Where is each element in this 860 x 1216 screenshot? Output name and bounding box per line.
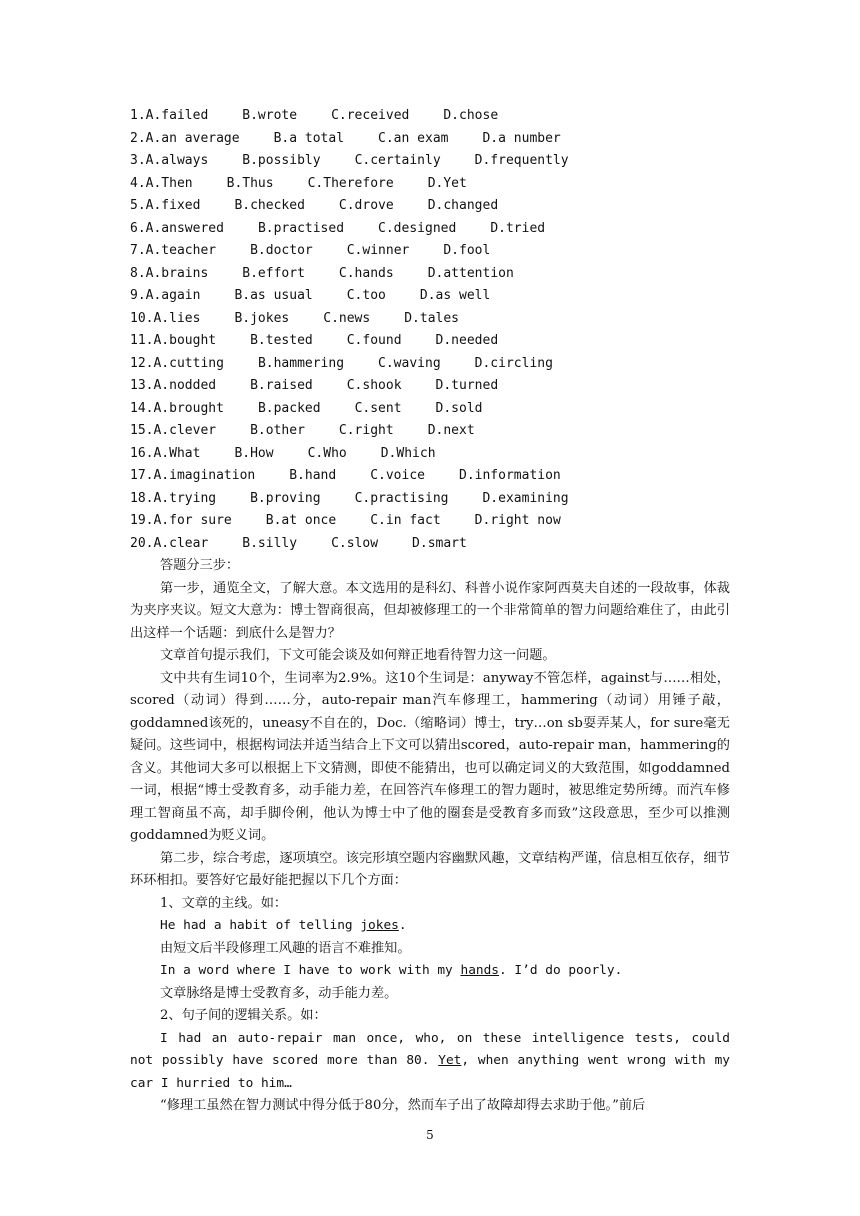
question-number: 8.	[130, 265, 146, 281]
option-choice: A.cutting	[153, 355, 224, 371]
option-choice: D.frequently	[474, 153, 569, 168]
paragraph-new-words: 文中共有生词10个，生词率为2.9%。这10个生词是：anyway不管怎样，against与……相处，scored（动词）得到……分，auto-repair man汽车修理工，hammering（动词）用锤子敲，goddamned该死的，uneasy不自在的，Doc.（缩略词）博士，try…on sb耍弄某人，for sure毫无疑问。这些词中，根据构词法并适当结合上下文可以猜出scored，auto-repair man，hammering的含义。其他词大多可以根据上下文猜测，即使不能猜出，也可以确定词义的大致范围，如goddamned一词，根据“博士受教育多，动手能力差，在回答汽车修理工的智力题时，被思维定势所缚。而汽车修理工智商虽不高，却手脚伶俐，他认为博士中了他的圈套是受教育多而致”这段意思，至少可以推测goddamned为贬义词。	[130, 670, 730, 843]
option-row	[130, 128, 730, 151]
question-number: 16.	[130, 445, 154, 461]
option-choice: D.turned	[435, 378, 499, 393]
option-row	[130, 510, 730, 533]
option-choice: B.a total	[273, 130, 345, 146]
question-number: 11.	[130, 333, 154, 348]
explanation-body	[130, 555, 730, 1118]
option-choice: C.Who	[307, 445, 347, 461]
option-row	[130, 150, 730, 173]
option-choice: C.voice	[370, 468, 425, 483]
option-choice: C.received	[331, 108, 410, 123]
underlined-answer: Yet	[438, 1053, 462, 1068]
option-choice: B.possibly	[242, 153, 321, 168]
option-choice: C.news	[323, 310, 371, 326]
example-text: .	[398, 918, 407, 933]
option-choice: A.answered	[145, 220, 224, 236]
option-choice: C.winner	[346, 243, 410, 258]
option-choice: A.brains	[145, 265, 209, 281]
question-number: 5.	[130, 198, 146, 213]
option-choice: C.sent	[354, 400, 402, 416]
option-choice: A.bought	[153, 333, 217, 348]
option-choice: C.found	[346, 333, 402, 348]
option-choice: C.hands	[338, 265, 394, 281]
option-row	[130, 465, 730, 488]
question-number: 13.	[130, 378, 154, 393]
point-main-thread: 1、文章的主线。如：	[160, 895, 288, 911]
option-choice: A.Then	[145, 175, 193, 191]
option-choice: B.other	[250, 423, 305, 438]
example-sentence-hands	[130, 960, 730, 983]
underlined-answer: hands	[460, 963, 500, 978]
option-choice: D.circling	[474, 355, 553, 371]
option-choice: C.drove	[338, 198, 394, 213]
option-choice: C.right	[338, 423, 394, 438]
example-text: . I’d do poorly.	[499, 963, 623, 978]
option-choice: D.fool	[443, 243, 491, 258]
option-choice: A.clever	[153, 423, 217, 438]
option-choice: B.effort	[242, 265, 305, 281]
option-choice: A.failed	[145, 108, 209, 123]
question-number: 3.	[130, 153, 146, 168]
option-choice: B.hand	[289, 468, 337, 483]
option-choice: D.as well	[419, 288, 491, 303]
option-choice: D.changed	[427, 198, 499, 213]
option-choice: A.trying	[153, 490, 217, 506]
question-number: 12.	[130, 355, 154, 371]
option-row	[130, 285, 730, 308]
question-number: 10.	[130, 310, 154, 326]
question-number: 2.	[130, 130, 146, 146]
option-row	[130, 263, 730, 286]
option-choice: B.packed	[257, 400, 321, 416]
option-choice: D.sold	[435, 400, 483, 416]
question-number: 1.	[130, 108, 146, 123]
option-choice: D.Which	[380, 445, 436, 461]
option-choice: D.information	[459, 468, 561, 483]
option-row	[130, 443, 730, 466]
option-choice: B.as usual	[234, 288, 313, 303]
question-number: 18.	[130, 490, 154, 506]
option-row	[130, 375, 730, 398]
option-choice: B.wrote	[242, 108, 298, 123]
option-choice: B.proving	[250, 490, 321, 506]
option-choice: C.slow	[331, 535, 379, 551]
option-row	[130, 240, 730, 263]
question-number: 4.	[130, 175, 146, 191]
option-choice: B.raised	[250, 378, 313, 393]
question-number: 19.	[130, 513, 154, 528]
option-row	[130, 330, 730, 353]
option-choice: A.imagination	[153, 468, 256, 483]
underlined-answer: jokes	[360, 918, 399, 933]
example-text: I had an auto-repair man once, who, on these intelligence tests, could not possibly have scored more than 80.	[130, 1030, 730, 1068]
question-number: 17.	[130, 468, 154, 483]
page-number: 5	[426, 1128, 434, 1142]
question-number: 14.	[130, 400, 154, 416]
option-choice: A.clear	[153, 535, 209, 551]
option-choice: D.examining	[482, 490, 569, 506]
option-choice: B.checked	[234, 198, 305, 213]
example-sentence-jokes	[130, 915, 730, 938]
option-choice: D.tales	[404, 310, 460, 326]
example-sentence-yet	[130, 1028, 730, 1096]
option-choice: D.next	[427, 423, 475, 438]
paragraph-step-two: 第二步，综合考虑，逐项填空。该完形填空题内容幽默风趣，文章结构严谨，信息相互依存，细节环环相扣。要答好它最好能把握以下几个方面：	[130, 850, 730, 888]
option-choice: D.needed	[435, 333, 499, 348]
question-number: 15.	[130, 423, 154, 438]
option-choice: D.tried	[490, 220, 546, 236]
option-choice: D.right now	[474, 513, 561, 528]
option-choice: A.nodded	[153, 378, 217, 393]
paragraph-first-sentence: 文章首句提示我们，下文可能会谈及如何辩正地看待智力这一问题。	[160, 648, 556, 663]
option-choice: A.brought	[153, 400, 224, 416]
option-row	[130, 353, 730, 376]
option-choice: C.designed	[378, 220, 457, 236]
option-choice: B.How	[234, 445, 274, 461]
option-choice: A.for sure	[153, 513, 232, 528]
option-row	[130, 218, 730, 241]
option-choice: D.Yet	[427, 175, 467, 191]
answer-options-list	[130, 105, 730, 555]
option-choice: D.smart	[412, 535, 467, 551]
option-row	[130, 308, 730, 331]
explanation-yet: “修理工虽然在智力测试中得分低于80分，然而车子出了故障却得去求助于他。”前后	[160, 1098, 646, 1113]
option-choice: A.fixed	[145, 198, 201, 213]
option-row	[130, 195, 730, 218]
question-number: 20.	[130, 535, 154, 551]
option-choice: C.too	[346, 288, 386, 303]
option-choice: C.certainly	[354, 153, 441, 168]
option-row	[130, 533, 730, 556]
option-choice: B.tested	[250, 333, 313, 348]
option-choice: C.Therefore	[307, 175, 394, 191]
example-text: In a word where I have to work with my	[160, 963, 461, 978]
option-choice: A.teacher	[145, 243, 217, 258]
option-choice: B.silly	[242, 535, 298, 551]
question-number: 6.	[130, 220, 146, 236]
option-choice: A.again	[145, 288, 201, 303]
option-choice: C.in fact	[370, 513, 441, 528]
example-text: , when anything went wrong with my car I hurried to him…	[130, 1053, 730, 1091]
option-row	[130, 488, 730, 511]
option-choice: C.practising	[354, 490, 449, 506]
option-choice: C.an exam	[378, 130, 449, 146]
question-number: 7.	[130, 243, 146, 258]
explanation-jokes: 由短文后半段修理工风趣的语言不难推知。	[160, 940, 411, 956]
explanation-hands: 文章脉络是博士受教育多，动手能力差。	[160, 985, 398, 1001]
option-choice: D.chose	[443, 108, 499, 123]
option-choice: D.attention	[427, 265, 514, 281]
option-row	[130, 105, 730, 128]
option-choice: B.jokes	[234, 310, 290, 326]
option-choice: B.practised	[257, 220, 345, 236]
point-logic: 2、句子间的逻辑关系。如：	[160, 1008, 327, 1023]
option-choice: A.always	[145, 153, 209, 168]
question-number: 9.	[130, 288, 146, 303]
option-row	[130, 173, 730, 196]
option-choice: B.doctor	[250, 243, 313, 258]
example-text: He had a habit of telling	[160, 918, 361, 933]
option-row	[130, 398, 730, 421]
option-choice: C.shook	[346, 378, 402, 393]
paragraph-step-one: 第一步，通览全文，了解大意。本文选用的是科幻、科普小说作家阿西莫夫自述的一段故事，体裁为夹序夹议。短文大意为：博士智商很高，但却被修理工的一个非常简单的智力问题给难住了，由此引出这样一个话题：到底什么是智力？	[130, 580, 730, 641]
option-choice: A.lies	[153, 310, 201, 326]
option-choice: B.hammering	[257, 355, 345, 371]
option-row	[130, 420, 730, 443]
heading-text: 答题分三步：	[160, 558, 240, 573]
option-choice: A.What	[153, 445, 201, 461]
option-choice: B.at once	[265, 513, 337, 528]
option-choice: D.a number	[482, 130, 561, 146]
option-choice: B.Thus	[226, 175, 274, 191]
option-choice: A.an average	[145, 130, 240, 146]
option-choice: C.waving	[378, 355, 441, 371]
